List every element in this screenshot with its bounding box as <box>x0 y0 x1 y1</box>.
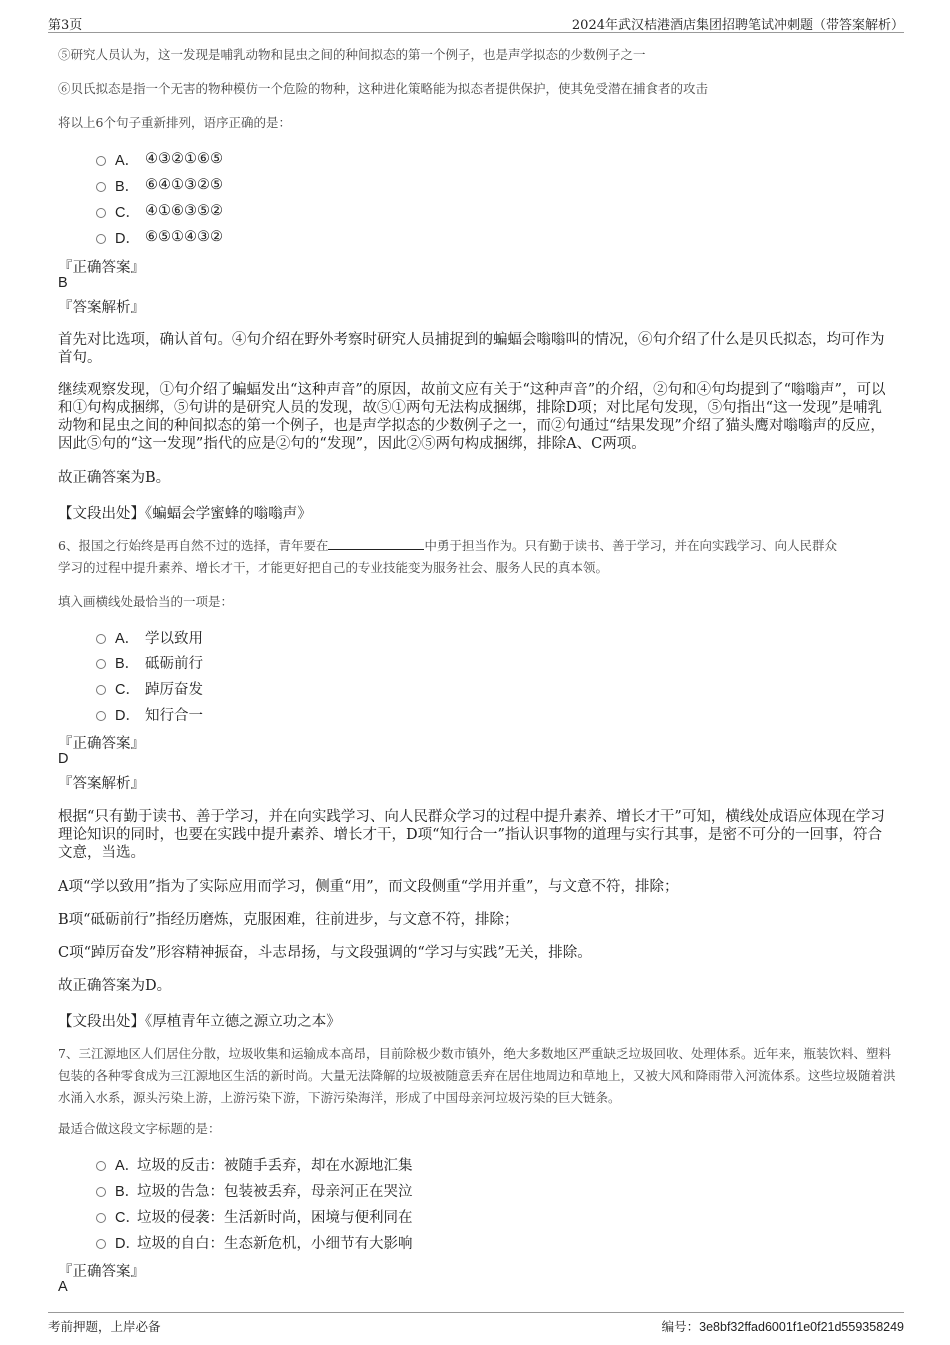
q5-answer-label: 『正确答案』 <box>58 260 145 276</box>
q5-analysis-p3: 故正确答案为B。 <box>58 470 171 486</box>
q6-option-c[interactable]: C． 踔厉奋发 <box>96 677 203 699</box>
q7-option-d[interactable]: D． 垃圾的自白：生态新危机，小细节有大影响 <box>96 1231 413 1253</box>
radio-icon[interactable] <box>96 685 106 695</box>
q6-stem: 6、报国之行始终是再自然不过的选择，青年要在 中勇于担当作为。只有勤于读书、善于学习，并在向实践学习、向人民群众 学习的过程中提升素养、增长才干，才能更好把自己的专业技能变为服务社会、服务人民的真本领。 <box>58 538 837 575</box>
q5-answer: B <box>58 275 68 291</box>
q7-option-a[interactable]: A． 垃圾的反击：被随手丢弃，却在水源地汇集 <box>96 1153 413 1175</box>
q5-analysis-label: 『答案解析』 <box>58 300 145 316</box>
q6-analysis-p5: 故正确答案为D。 <box>58 978 172 994</box>
radio-icon[interactable] <box>96 659 106 669</box>
footer-slogan: 考前押题，上岸必备 <box>48 1319 161 1334</box>
q5-sentence-6: ⑥贝氏拟态是指一个无害的物种模仿一个危险的物种，这种进化策略能为拟态者提供保护，使其免受潜在捕食者的攻击 <box>58 81 709 96</box>
radio-icon[interactable] <box>96 208 106 218</box>
q5-sentence-5: ⑤研究人员认为，这一发现是哺乳动物和昆虫之间的种间拟态的第一个例子，也是声学拟态的少数例子之一 <box>58 47 646 62</box>
q6-analysis-p1: 根据“只有勤于读书、善于学习，并在向实践学习、向人民群众学习的过程中提升素养、增长才干”可知，横线处成语应体现在学习理论知识的同时，也要在实践中提升素养、增长才干，D项“知行合一”指认识事物的道理与实行其事，是密不可分的一回事，符合文意，当选。 <box>58 809 885 861</box>
radio-icon[interactable] <box>96 1161 106 1171</box>
radio-icon[interactable] <box>96 1187 106 1197</box>
q6-analysis-p2: A项“学以致用”指为了实际应用而学习，侧重“用”，而文段侧重“学用并重”，与文意不符，排除； <box>58 879 679 895</box>
radio-icon[interactable] <box>96 1213 106 1223</box>
radio-icon[interactable] <box>96 634 106 644</box>
page-number: 第3页 <box>48 18 83 33</box>
page-footer <box>48 1312 904 1335</box>
q6-option-b[interactable]: B． 砥砺前行 <box>96 651 203 673</box>
q6-analysis-label: 『答案解析』 <box>58 776 145 792</box>
radio-icon[interactable] <box>96 234 106 244</box>
q7-answer: A <box>58 1279 68 1295</box>
q5-option-a[interactable]: A． ④③②①⑥⑤ <box>96 148 223 170</box>
q7-stem: 7、三江源地区人们居住分散，垃圾收集和运输成本高昂，目前除极少数市镇外，绝大多数地区严重缺乏垃圾回收、处理体系。近年来，瓶装饮料、塑料包装的各种零食成为三江源地区生活的新时尚。大量无法降解的垃圾被随意丢弃在居住地周边和草地上，又被大风和降雨带入河流体系。这些垃圾随着洪水涌入水系，源头污染上游，上游污染下游，下游污染海洋，形成了中国母亲河垃圾污染的巨大链条。 <box>58 1046 896 1105</box>
q6-source: 【文段出处】《厚植青年立德之源立功之本》 <box>58 1014 341 1030</box>
radio-icon[interactable] <box>96 1239 106 1249</box>
q5-analysis-p1: 首先对比选项，确认首句。④句介绍在野外考察时研究人员捕捉到的蝙蝠会嗡嗡叫的情况，⑥句介绍了什么是贝氏拟态，均可作为首句。 <box>58 332 885 366</box>
q6-option-a[interactable]: A． 学以致用 <box>96 626 203 648</box>
q6-answer: D <box>58 751 69 767</box>
radio-icon[interactable] <box>96 182 106 192</box>
q7-prompt: 最适合做这段文字标题的是： <box>58 1121 221 1136</box>
q5-option-d[interactable]: D． ⑥⑤①④③② <box>96 226 223 248</box>
q5-option-c[interactable]: C． ④①⑥③⑤② <box>96 200 223 222</box>
q5-prompt: 将以上6个句子重新排列，语序正确的是： <box>58 115 291 130</box>
q7-option-c[interactable]: C． 垃圾的侵袭：生活新时尚，困境与便利同在 <box>96 1205 413 1227</box>
page-header <box>48 12 904 33</box>
q7-answer-label: 『正确答案』 <box>58 1264 145 1280</box>
q6-prompt: 填入画横线处最恰当的一项是： <box>58 594 234 609</box>
q6-answer-label: 『正确答案』 <box>58 736 145 752</box>
document-title: 2024年武汉桔港酒店集团招聘笔试冲刺题（带答案解析） <box>571 18 904 33</box>
radio-icon[interactable] <box>96 156 106 166</box>
fill-blank <box>328 537 424 550</box>
document-code: 编号：3e8bf32ffad6001f1e0f21d559358249 <box>661 1320 904 1334</box>
q6-option-d[interactable]: D． 知行合一 <box>96 703 203 725</box>
q7-option-b[interactable]: B． 垃圾的告急：包装被丢弃，母亲河正在哭泣 <box>96 1179 413 1201</box>
q5-option-b[interactable]: B． ⑥④①③②⑤ <box>96 174 223 196</box>
radio-icon[interactable] <box>96 711 106 721</box>
q5-analysis-p2: 继续观察发现，①句介绍了蝙蝠发出“这种声音”的原因，故前文应有关于“这种声音”的介绍，②句和④句均提到了“嗡嗡声”，可以和①句构成捆绑，⑤句讲的是研究人员的发现，故⑤①两句无法构成捆绑，排除D项；对比尾句发现，⑤句指出“这一发现”是哺乳动物和昆虫之间的种间拟态的第一个例子，也是声学拟态的少数例子之一，而②句通过“结果发现”介绍了猫头鹰对嗡嗡声的反应，因此⑤句的“这一发现”指代的应是②句的“发现”，因此②⑤两句构成捆绑，排除A、C两项。 <box>58 382 886 452</box>
q6-analysis-p4: C项“踔厉奋发”形容精神振奋，斗志昂扬，与文段强调的“学习与实践”无关，排除。 <box>58 945 592 961</box>
q6-analysis-p3: B项“砥砺前行”指经历磨炼，克服困难，往前进步，与文意不符，排除； <box>58 912 519 928</box>
q5-source: 【文段出处】《蝙蝠会学蜜蜂的嗡嗡声》 <box>58 506 312 522</box>
